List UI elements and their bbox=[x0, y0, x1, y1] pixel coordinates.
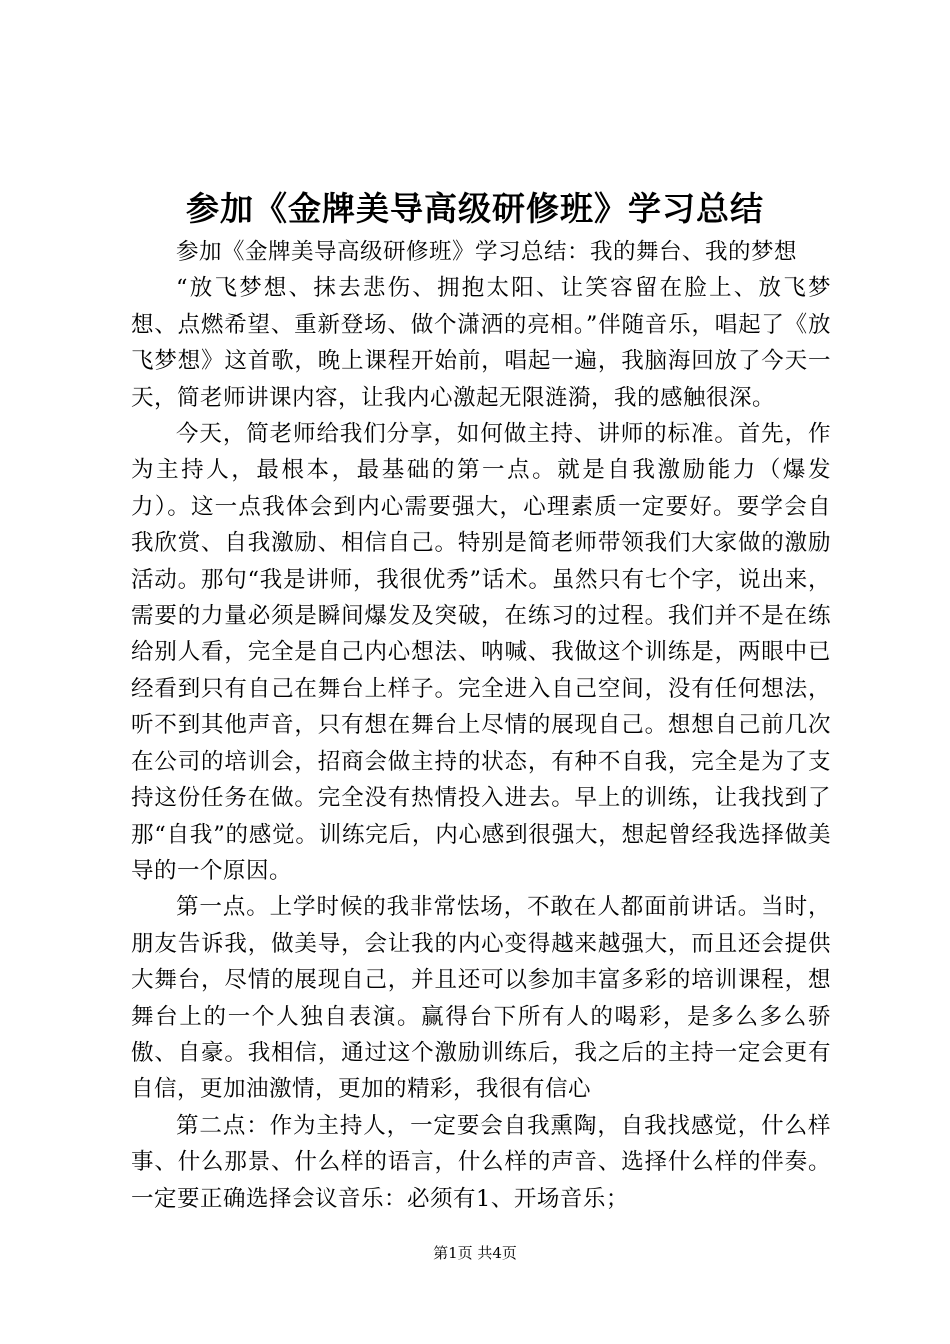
paragraph: 参加《金牌美导高级研修班》学习总结：我的舞台、我的梦想 bbox=[176, 239, 798, 265]
paragraph: 第一点。上学时候的我非常怯场，不敢在人都面前讲话。当时，朋友告诉我，做美导，会让我的内心变得越来越强大，而且还会提供大舞台，尽情的展现自己，并且还可以参加丰富多彩的培训课程，想舞台上的一个人独自表演。赢得台下所有人的喝彩，是多么多么骄傲、自豪。我相信，通过这个激励训练后，我之后的主持一定会更有自信，更加油激情，更加的精彩，我很有信心 bbox=[131, 894, 831, 1103]
document-body bbox=[131, 234, 831, 1217]
paragraph: 今天，简老师给我们分享，如何做主持、讲师的标准。首先，作为主持人，最根本，最基础的第一点。就是自我激励能力（爆发力）。这一点我体会到内心需要强大，心理素质一定要好。要学会自我欣赏、自我激励、相信自己。特别是简老师带领我们大家做的激励活动。那句“我是讲师，我很优秀”话术。虽然只有七个字，说出来，需要的力量必须是瞬间爆发及突破，在练习的过程。我们并不是在练给别人看，完全是自己内心想法、呐喊、我做这个训练是，两眼中已经看到只有自己在舞台上样子。完全进入自己空间，没有任何想法，听不到其他声音，只有想在舞台上尽情的展现自己。想想自己前几次在公司的培训会，招商会做主持的状态，有种不自我，完全是为了支持这份任务在做。完全没有热情投入进去。早上的训练，让我找到了那“自我”的感觉。训练完后，内心感到很强大，想起曾经我选择做美导的一个原因。 bbox=[131, 421, 831, 884]
page-footer: 第1页 共4页 bbox=[433, 1244, 517, 1262]
paragraph: 第二点：作为主持人，一定要会自我熏陶，自我找感觉，什么样事、什么那景、什么样的语言，什么样的声音、选择什么样的伴奏。一定要正确选择会议音乐：必须有1、开场音乐； bbox=[131, 1112, 831, 1212]
paragraph: “放飞梦想、抹去悲伤、拥抱太阳、让笑容留在脸上、放飞梦想、点燃希望、重新登场、做个潇洒的亮相。”伴随音乐，唱起了《放飞梦想》这首歌，晚上课程开始前，唱起一遍，我脑海回放了今天一天，简老师讲课内容，让我内心激起无限涟漪，我的感触很深。 bbox=[131, 275, 831, 411]
document-title: 参加《金牌美导高级研修班》学习总结 bbox=[186, 189, 764, 228]
